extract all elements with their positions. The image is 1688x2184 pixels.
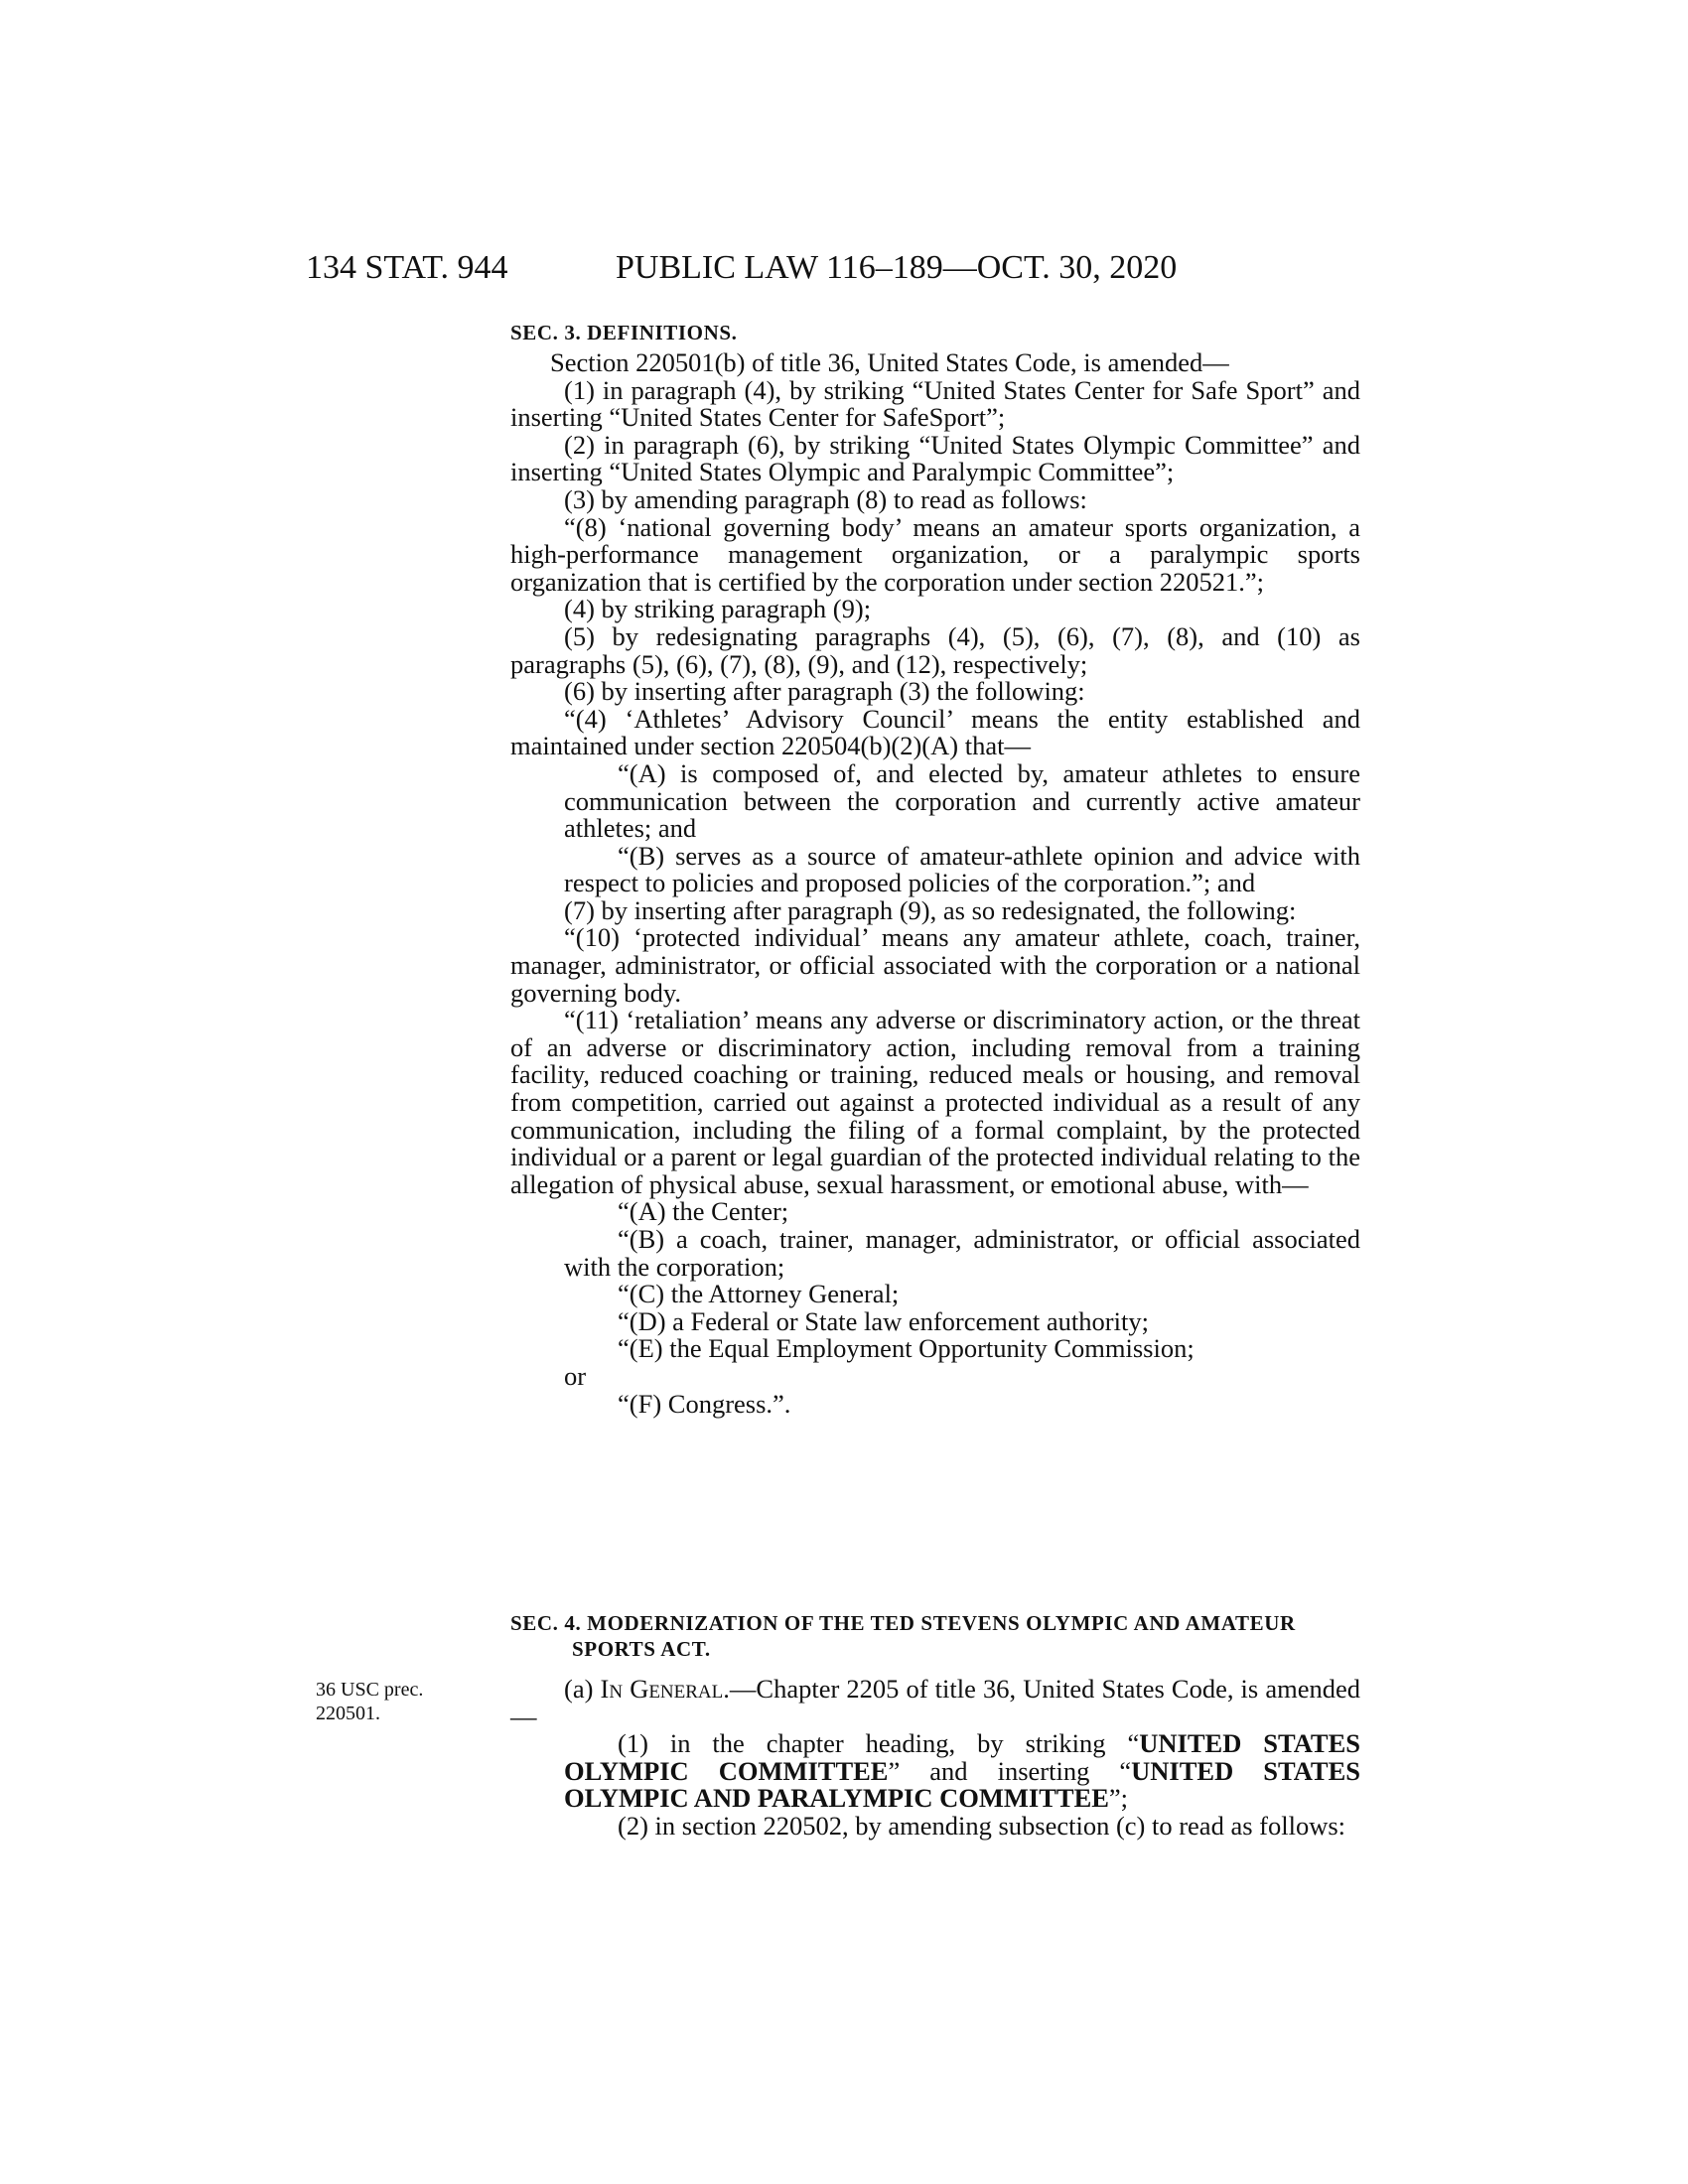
paragraph: Section 220501(b) of title 36, United States Code, is amended— (550, 347, 1229, 377)
paragraph: (2) in paragraph (6), by striking “United States Olympic Committee” and inserting “United States Olympic and Paralympic Committee”; (510, 429, 1360, 487)
text-run: (1) in the chapter heading, by striking “ (618, 1728, 1140, 1759)
text-run: ”; (1108, 1783, 1129, 1814)
bold-heading-text: UNITED STATES OLYMPIC COMMITTEE (564, 1728, 1360, 1786)
section-4-body (510, 1676, 1360, 1841)
section-3-body (510, 349, 1360, 1418)
stat-page-number: 134 STAT. 944 (306, 249, 508, 286)
paragraph: “(8) ‘national governing body’ means an amateur sports organization, a high-performance management organization, or a paralympic sports organization that is certified by the corporation under section 220521.”; (510, 511, 1360, 597)
page-header (306, 246, 1360, 290)
paragraph: “(B) serves as a source of amateur-athlete opinion and advice with respect to policies and proposed policies of the corporation.”; and (564, 840, 1360, 898)
paragraph: “(E) the Equal Employment Opportunity Commission; (618, 1333, 1195, 1364)
paragraph: “(4) ‘Athletes’ Advisory Council’ means the entity established and maintained under section 220504(b)(2)(A) that— (510, 703, 1360, 761)
paragraph: “(F) Congress.”. (618, 1388, 791, 1419)
subsection-heading: In General (600, 1674, 724, 1704)
section-4-heading: SEC. 4. MODERNIZATION OF THE TED STEVENS OLYMPIC AND AMATEUR SPORTS ACT. (510, 1611, 1296, 1661)
paragraph: “(10) ‘protected individual’ means any amateur athlete, coach, trainer, manager, administrator, or official associated with the corporation or a national governing body. (510, 922, 1360, 1008)
margin-citation: 36 USC prec. 220501. (316, 1679, 424, 1724)
paragraph-a (510, 1676, 1360, 1730)
text-run: ” and inserting “ (888, 1755, 1132, 1786)
public-law-title: PUBLIC LAW 116–189—OCT. 30, 2020 (616, 249, 1178, 286)
paragraph: “(11) ‘retaliation’ means any adverse or discriminatory action, or the threat of an adverse or discriminatory action, including removal from a training facility, reduced coaching or training, reduced meals or housing, and removal from competition, carried out against a protected individual as a result of any communication, including the filing of a formal complaint, by the protected individual or a parent or legal guardian of the protected individual relating to the allegation of physical abuse, sexual harassment, or emotional abuse, with— (510, 1005, 1360, 1199)
paragraph: (3) by amending paragraph (8) to read as follows: (564, 483, 1087, 514)
bold-heading-text: UNITED STATES OLYMPIC AND PARALYMPIC COMMITTEE (564, 1755, 1360, 1814)
paragraph: or (564, 1360, 587, 1391)
paragraph: (4) by striking paragraph (9); (564, 594, 872, 624)
subsection-label: (a) (564, 1674, 601, 1704)
paragraph: “(C) the Attorney General; (618, 1279, 900, 1309)
paragraph: “(D) a Federal or State law enforcement authority; (618, 1305, 1149, 1336)
paragraph: (5) by redesignating paragraphs (4), (5), (6), (7), (8), and (10) as paragraphs (5), (6), (7), (8), (9), and (12), respectively; (510, 620, 1360, 679)
paragraph: (1) in paragraph (4), by striking “United States Center for Safe Sport” and inserting “United States Center for SafeSport”; (510, 374, 1360, 433)
paragraph: “(B) a coach, trainer, manager, administrator, or official associated with the corporation; (564, 1224, 1360, 1282)
section-3-heading: SEC. 3. DEFINITIONS. (510, 321, 738, 344)
paragraph: (2) in section 220502, by amending subsection (c) to read as follows: (618, 1810, 1346, 1841)
paragraph: “(A) the Center; (618, 1196, 789, 1227)
subsection-text: .—Chapter 2205 of title 36, United States Code, is amended— (510, 1674, 1360, 1731)
paragraph: “(A) is composed of, and elected by, amateur athletes to ensure communication between the corporation and currently active amateur athletes; and (564, 757, 1360, 844)
paragraph: (6) by inserting after paragraph (3) the following: (564, 676, 1085, 707)
paragraph (510, 1730, 1360, 1813)
paragraph: (7) by inserting after paragraph (9), as so redesignated, the following: (564, 894, 1297, 925)
